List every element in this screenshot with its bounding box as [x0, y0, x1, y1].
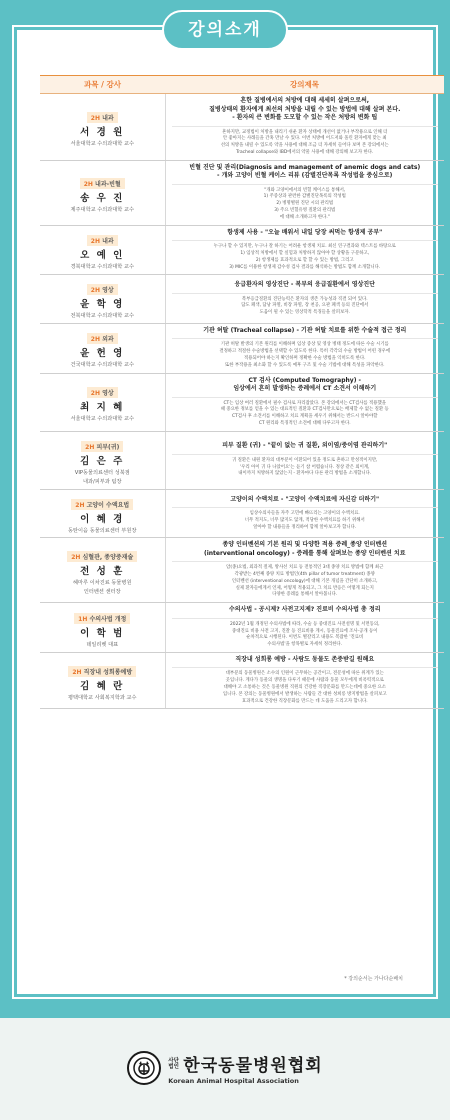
- lecture-hours: 2H: [71, 553, 81, 561]
- lecturer-cell: [40, 373, 165, 431]
- lecturer-name: 오 예 인: [80, 250, 125, 262]
- lecture-description-line: "개와 고양이에서의 빈혈 케이스를 통해서,: [264, 187, 346, 193]
- lecture-hours: 2H: [90, 336, 100, 344]
- table-row: [40, 225, 444, 275]
- lecturer-cell: [40, 225, 165, 275]
- lecture-hours: 2H: [90, 287, 100, 295]
- lecture-title: [172, 496, 439, 509]
- lecture-description-line: 담도 폐색, 담낭 파열, 비장 파열, 장 천공, 요관 폐색 등의 진단에서: [241, 303, 369, 309]
- lecture-cell: [165, 160, 444, 225]
- lecture-description-line: 2022년 1월 개정된 수의사법에 따라, 수술 등 중대진료 사전설명 및 서면동의,: [230, 621, 380, 627]
- lecture-title: [172, 97, 439, 127]
- lecture-description-line: 순차적으로 시행된다. 이번도 별갈리고 내용도 복잡한 '진료비: [246, 635, 364, 641]
- lecture-cell: [165, 652, 444, 708]
- lecture-title-line: CT 검사 (Computed Tomography) -: [248, 376, 362, 384]
- lecture-title-line: 피부 질환 (귀) - "끝이 없는 귀 질환, 외이염/중이염 관리하기": [222, 442, 388, 450]
- lecture-description-line: 3) 주요 빈혈유병 질환의 관리법: [274, 208, 336, 214]
- lecturer-name: 송 우 진: [80, 192, 125, 204]
- lecture-cell: [165, 431, 444, 489]
- lecturer-affiliation: 제주대학교 수의과대학 교수: [70, 206, 134, 213]
- subject-badge: [71, 499, 133, 510]
- lecture-title-line: - 환자의 큰 변화를 도모할 수 있는 작은 처방의 변화 팁: [232, 114, 378, 121]
- lecture-description-line: 중대진료 비용 사전 고지, 진찰 등 진료비용 게시, 동물진료에 조사·공개 등이: [232, 628, 378, 634]
- lecture-description-line: 1) 임상적 처방에서 할 실험과 처방하지 않아야 할 상황을 구분하고,: [240, 250, 370, 256]
- lecturer-affiliation: 헤마루 이차진료 동물병원: [73, 579, 132, 586]
- subject-badge: [68, 666, 136, 677]
- association-name-en: Korean Animal Hospital Association: [168, 1077, 299, 1085]
- lecture-description-line: 2) 항생제를 효과적으로 할 할 수 있는 방법, 그리고: [255, 257, 354, 263]
- lecture-title-line: 빈혈 진단 및 관리(Diagnosis and management of anemic dogs and cats): [189, 163, 421, 171]
- lecture-description: [172, 130, 439, 157]
- table-row: [40, 323, 444, 373]
- lecture-cell: [165, 275, 444, 324]
- lecturer-name: 윤 학 영: [80, 299, 125, 311]
- table-row: [40, 538, 444, 603]
- lecturer-affiliation: 동탄이음 동물의료센터 부원장: [68, 527, 137, 534]
- lecturer-cell: [40, 603, 165, 653]
- lecturer-name: 서 경 원: [80, 127, 125, 139]
- lecture-title-line: 응급환자의 영상진단 - 복부의 응급질환에서 영상진단: [234, 281, 375, 289]
- subject-badge: [80, 178, 125, 189]
- lecture-hours: 2H: [85, 443, 95, 451]
- lecture-description: [172, 401, 439, 428]
- association-name: 한국동물병원협회: [183, 1056, 323, 1076]
- subject-badge: [87, 284, 118, 295]
- lecture-table: [40, 75, 444, 709]
- lecture-hours: 2H: [90, 238, 100, 246]
- lecture-title-line: 직장내 성희롱 예방 - 사람도 동물도 존중받길 원해요: [235, 655, 375, 663]
- lecture-cell: [165, 489, 444, 538]
- lecture-description: [172, 244, 439, 271]
- subject-label: 직장내 성희롱예방: [83, 668, 133, 676]
- lecture-hours: 2H: [75, 501, 85, 509]
- lecture-title-line: 기관 허탈 (Tracheal collapse) - 기관 허탈 치료를 위한 수술적 접근 정리: [203, 326, 407, 334]
- lecture-description: [172, 511, 439, 531]
- table-row: [40, 489, 444, 538]
- subject-label: 영상: [102, 287, 114, 295]
- lecture-description-line: 다양한 증례를 통해서 알아봅니다.: [272, 592, 338, 598]
- lecturer-affiliation: 데일리벳 대표: [86, 641, 119, 648]
- lecture-title-line: 흔한 질병에서의 처방에 대해 세세히 살펴으로써,: [240, 97, 370, 104]
- lecturer-name: 이 혜 경: [80, 513, 125, 525]
- lecture-description-line: 대부분의 동물병원은 소수의 인원이 근무하는 공간이고, 전문성에 따른 위계가 있는: [225, 671, 384, 677]
- subject-badge: [87, 333, 118, 344]
- subject-label: 심혈관, 종양중재술: [82, 553, 134, 561]
- lecturer-affiliation: 서울대학교 수의과대학 교수: [70, 141, 134, 148]
- subject-badge: [67, 551, 137, 562]
- lecture-description-line: 수의사법'을 항목별로 자세히 정리한다.: [267, 642, 343, 648]
- page-title: 강의소개: [162, 10, 288, 50]
- table-row: [40, 94, 444, 161]
- lecture-description-line: 3) MIC를 이용한 항생제 감수성 검사 결과를 해석하는 방법도 함께 소개합니다.: [229, 264, 381, 270]
- lecturer-cell: [40, 275, 165, 324]
- lecture-title-line: 항생제 사용 - "오늘 배워서 내일 당장 써먹는 항생제 공부": [227, 228, 383, 236]
- lecture-title-line: - 개와 고양이 빈혈 케이스 리뷰 (감별진단목록 작성법을 중심으로): [217, 172, 393, 180]
- subject-label: 피부(귀): [96, 443, 120, 451]
- lecture-cell: [165, 603, 444, 653]
- subject-label: 고양이 수액요법: [86, 501, 130, 509]
- lecture-description: [172, 671, 439, 705]
- subject-label: 외과: [102, 336, 114, 344]
- subject-label: 내과-빈혈: [95, 180, 121, 188]
- lecture-description: [172, 188, 439, 222]
- lecture-title: [172, 377, 439, 398]
- lecture-description-line: 각광받는 4번째 종양 치료 방법인(4th pillar of tumor treatment) 종양: [234, 572, 375, 578]
- lecturer-affiliation: 내과/피부과 팀장: [83, 479, 122, 486]
- lecture-description-line: 2) 병명별원 진단 시의 관리법: [276, 201, 334, 207]
- lecture-hours: 2H: [83, 180, 93, 188]
- lecture-description-line: 또한 부작용을 최소화 할 수 있도록 예후 구조 및 수술 기법에 대해 특성을 파악한다.: [224, 362, 385, 368]
- subject-label: 내과: [102, 115, 114, 123]
- lecture-description: [172, 458, 439, 478]
- lecture-description-line: 너무 적지도, 너무 많지도 않게, 적당한 수액치료를 하기 위해서: [244, 517, 365, 523]
- lecture-description-line: 인터벤션 (interventional oncology)에 대해 기본 개념을 간단히 소개하고,: [231, 578, 378, 584]
- lecture-description-line: 선의 처방을 내릴 수 있도록 약을 사용에 대해 조금 더 자세히 들어다 보며 본 강의에서는: [220, 143, 389, 149]
- lecturer-affiliation: 인터벤션 센터장: [83, 589, 121, 596]
- lecture-hours: 1H: [78, 615, 88, 623]
- lecture-title: [172, 281, 439, 294]
- subject-badge: [74, 613, 130, 624]
- lecture-description-line: 때 중요한 정보를 얻을 수 있는 대표적인 질환과 CT검사만으로는 배제할 수 없는 질환 등: [220, 407, 389, 413]
- lecture-title-line: 종양 인터벤션의 기본 원리 및 다양한 적용 증례_종양 인터벤션: [222, 541, 388, 549]
- subject-label: 수의사법 개정: [89, 615, 127, 623]
- lecture-description-line: 흔하지만, 교정법이 처방을 내리기 쉬운 환자 상태에 개선이 없거나 부작용으로 인해 더: [222, 129, 388, 135]
- lecture-cell: [165, 538, 444, 603]
- lecture-description-line: 입니다. 본 강의는 동물병원에서 발생하는 사람들 간 대한 성희롱 방지방법을 살펴보고: [222, 691, 387, 697]
- column-header-subject: 과목 / 강사: [40, 76, 165, 94]
- lecture-description: [172, 622, 439, 649]
- lecture-title-line: 고양이의 수액치료 - "고양이 수액치료에 자신감 더하기": [230, 495, 380, 503]
- lecturer-name: 김 은 주: [80, 455, 125, 467]
- lecturer-affiliation: 평택대학교 사회복지학과 교수: [68, 694, 137, 701]
- lecture-title-line: (interventional oncology) - 증례를 통해 살펴보는 종양 인터벤션 치료: [203, 549, 406, 557]
- order-note: * 강의순서는 가나다순배치: [344, 976, 403, 982]
- brand-prefix: 사단 법인: [168, 1057, 179, 1070]
- lecture-description-line: 내이까지 처방하지 않았는지 - 환자마다 다른 관리 방법을 소개합니다.: [238, 471, 372, 477]
- lecture-description-line: 곳입니다. 게다가 동물의 생명을 다루기 때문에 사람과 동물 모두에게 비폭력적으로: [225, 678, 384, 684]
- lecture-description-line: CT는 임상 여러 질환에서 필수 검사로 자리잡았다. 본 강의에서는 CT검사를 적용했을: [223, 400, 387, 406]
- lecture-cell: [165, 94, 444, 161]
- subject-badge: [87, 387, 118, 398]
- lecture-description: [172, 297, 439, 317]
- lecture-description-line: 암(종)요법, 외과적 절제, 방사선 치료 등 전통적인 3대 종양 치료 방법에 함께 최근: [226, 565, 384, 571]
- lecture-description-line: 대해야 고 소통하는 것은 동물병원 직원의 건강한 직장문화를 만드는데에 중요한 요소: [223, 685, 386, 690]
- lecture-title: [172, 656, 439, 669]
- lecture-description-line: 귀 질환은 내원 환자의 대부분이 이환되어 있을 정도로 흔하고 만성적이지만,: [232, 457, 378, 463]
- lecture-description-line: 도움이 될 수 있는 영상학적 특징들을 살펴보자.: [259, 310, 350, 316]
- table-row: [40, 160, 444, 225]
- subject-label: 영상: [102, 390, 114, 398]
- lecture-description-line: CT검사 후 소견서를 이해하고 치료 계획을 세우기 위해서는 반드시 알아야할: [231, 414, 378, 420]
- lecture-title-line: 질병상태의 환자에게 최선의 처방을 내릴 수 있는 방법에 대해 살펴 본다.: [209, 105, 401, 113]
- table-row: [40, 275, 444, 324]
- lecturer-affiliation: 경북대학교 수의과대학 교수: [70, 264, 134, 271]
- subject-label: 내과: [102, 238, 114, 246]
- lecture-description-line: Tracheal collapse와 IBD에서의 약물 사용에 대해 강의해 보고자 한다.: [236, 149, 374, 155]
- lecture-description-line: '우리 아이 귀 다 나았어요'는 듣기 참 어렵습니다. 정상 같은 외이계,: [240, 464, 370, 470]
- lecturer-name: 김 혜 란: [80, 680, 125, 692]
- lecture-title: [172, 541, 439, 562]
- lecture-description-line: 에 대해 소개하고자 한다.": [279, 214, 330, 220]
- lecture-description-line: 누구나 할 수 있지만, 누구나 잘 하기는 어려운 항생제 치료. 최신 연구결과와 텍스트를 바탕으로: [213, 244, 396, 250]
- content-card: [17, 30, 433, 994]
- lecture-hours: 2H: [90, 390, 100, 398]
- table-header-row: [40, 76, 444, 94]
- lecturer-name: 최 지 혜: [80, 402, 125, 414]
- column-header-title: 강의제목: [165, 76, 444, 94]
- lecturer-affiliation: 서울대학교 수의과대학 교수: [70, 416, 134, 423]
- lecture-title-line: 수의사법 - 공시제? 사전고지제? 진료비 수의사법 총 정리: [228, 606, 381, 614]
- lecture-description-line: 결정하고 적절한 수술방법을 선택할 수 있도록 한다. 특히 각각의 수술 방법이 어떤 경우에: [219, 349, 391, 355]
- lecture-title: [172, 164, 439, 185]
- table-row: [40, 373, 444, 431]
- lecture-description-line: 안 좋아지는 사례들을 간혹 만날 수 있다. 이번 처방에 어드저와 올린 환자에게 맞는 최: [222, 136, 387, 142]
- association-brand: [168, 1051, 322, 1085]
- lecture-description-line: 1) 주증상과 관련한 감별진단목록의 작성법: [263, 194, 346, 200]
- table-row: [40, 652, 444, 708]
- lecture-title-line: 임상에서 흔히 발생하는 증례에서 CT 소견서 이해하기: [233, 385, 377, 393]
- subject-badge: [87, 235, 118, 246]
- lecturer-cell: [40, 652, 165, 708]
- table-row: [40, 603, 444, 653]
- subject-badge: [87, 112, 118, 123]
- subject-badge: [81, 441, 123, 452]
- lecture-description-line: 기관 허탈 발생의 기본 원리를 이해하며 임상 증상 및 영상 병태 정도에 따른 수술 시기를: [220, 342, 389, 348]
- lecture-cell: [165, 373, 444, 431]
- table-row: [40, 431, 444, 489]
- lecturer-cell: [40, 94, 165, 161]
- lecturer-name: 윤 헌 영: [80, 348, 125, 360]
- lecture-description-line: 실제 환자들에게서 언제, 어떻게 적용되고, 그 치료 반응은 어떻게 되는지: [235, 585, 374, 591]
- lecture-description-line: 적용되어야 하는지 확인하며 정확한 수술 방법을 익히도록 한다.: [244, 355, 366, 361]
- lecture-title: [172, 229, 439, 242]
- lecture-hours: 2H: [90, 115, 100, 123]
- lecturer-name: 이 학 범: [80, 627, 125, 639]
- lecturer-affiliation: 전북대학교 수의과대학 교수: [70, 313, 134, 320]
- lecturer-affiliation: 건국대학교 수의과대학 교수: [70, 362, 134, 369]
- lecture-title: [172, 327, 439, 340]
- lecture-cell: [165, 323, 444, 373]
- lecturer-cell: [40, 538, 165, 603]
- lecture-description-line: CT 원리와 특징적인 소견에 대해 다루고자 한다.: [258, 420, 351, 426]
- lecturer-cell: [40, 489, 165, 538]
- lecture-title: [172, 606, 439, 619]
- lecture-description-line: 임상수의사들을 자주 고민에 빠뜨리는 고양이의 수액치료.: [249, 511, 360, 517]
- association-logo-icon: [127, 1051, 161, 1085]
- footer: [0, 1038, 450, 1098]
- lecture-description-line: 효과적으로 건강한 직장문화를 만드는 데 도움을 드리고자 합니다.: [241, 698, 368, 704]
- lecturer-affiliation: VIP동물의료센터 성북점: [74, 469, 130, 476]
- lecture-description-line: 복부응급질환의 진단능력은 환자의 생존 가능성과 직결 되어 있다.: [241, 296, 368, 302]
- lecture-description: [172, 565, 439, 599]
- lecture-title: [172, 442, 439, 455]
- lecturer-cell: [40, 160, 165, 225]
- lecture-cell: [165, 225, 444, 275]
- lecturer-cell: [40, 431, 165, 489]
- lecturer-cell: [40, 323, 165, 373]
- lecturer-name: 전 성 훈: [80, 565, 125, 577]
- lecture-description: [172, 342, 439, 369]
- lecture-hours: 2H: [72, 668, 82, 676]
- lecture-description-line: 알아야 할 내용들을 정리하여 함께 알아보고자 합니다.: [253, 524, 357, 530]
